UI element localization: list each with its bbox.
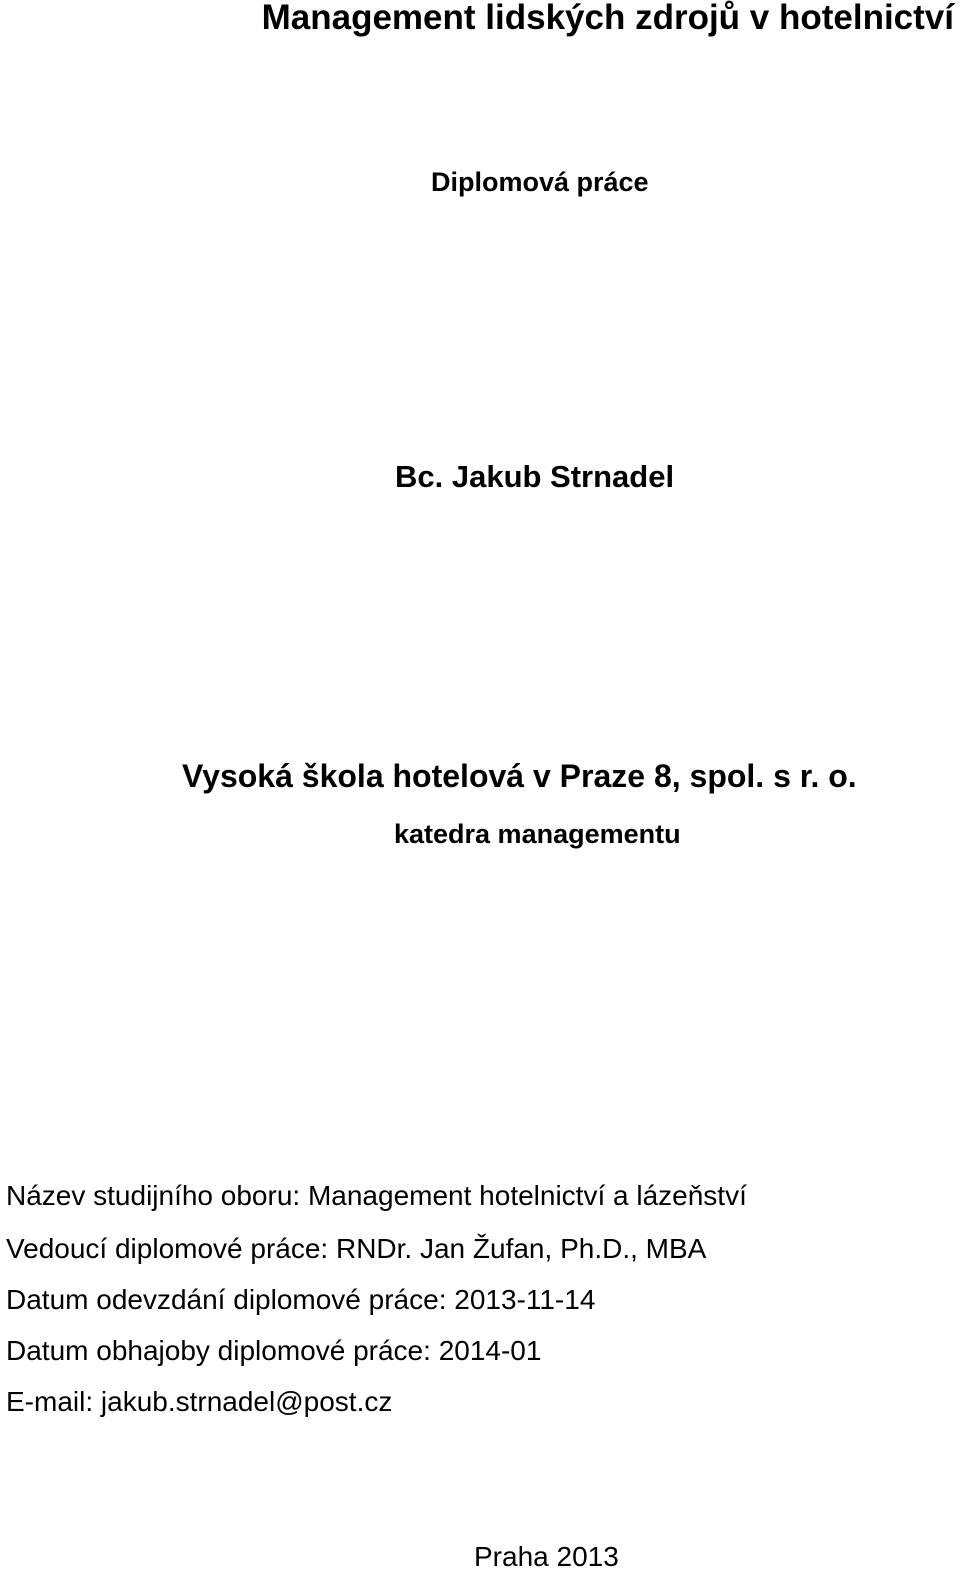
department-name: katedra managementu	[394, 819, 681, 849]
email-line: E-mail: jakub.strnadel@post.cz	[6, 1386, 393, 1417]
field-of-study-line: Název studijního oboru: Management hotelnictví a lázeňství	[6, 1180, 747, 1211]
thesis-title: Management lidských zdrojů v hotelnictví	[261, 0, 954, 37]
place-and-year: Praha 2013	[474, 1541, 619, 1572]
author-name: Bc. Jakub Strnadel	[395, 459, 675, 494]
thesis-type: Diplomová práce	[431, 167, 649, 197]
school-name: Vysoká škola hotelová v Praze 8, spol. s r. o.	[182, 758, 857, 794]
supervisor-line: Vedoucí diplomové práce: RNDr. Jan Žufan, Ph.D., MBA	[6, 1233, 707, 1264]
submission-date-line: Datum odevzdání diplomové práce: 2013-11-14	[6, 1284, 596, 1315]
defense-date-line: Datum obhajoby diplomové práce: 2014-01	[6, 1335, 542, 1366]
